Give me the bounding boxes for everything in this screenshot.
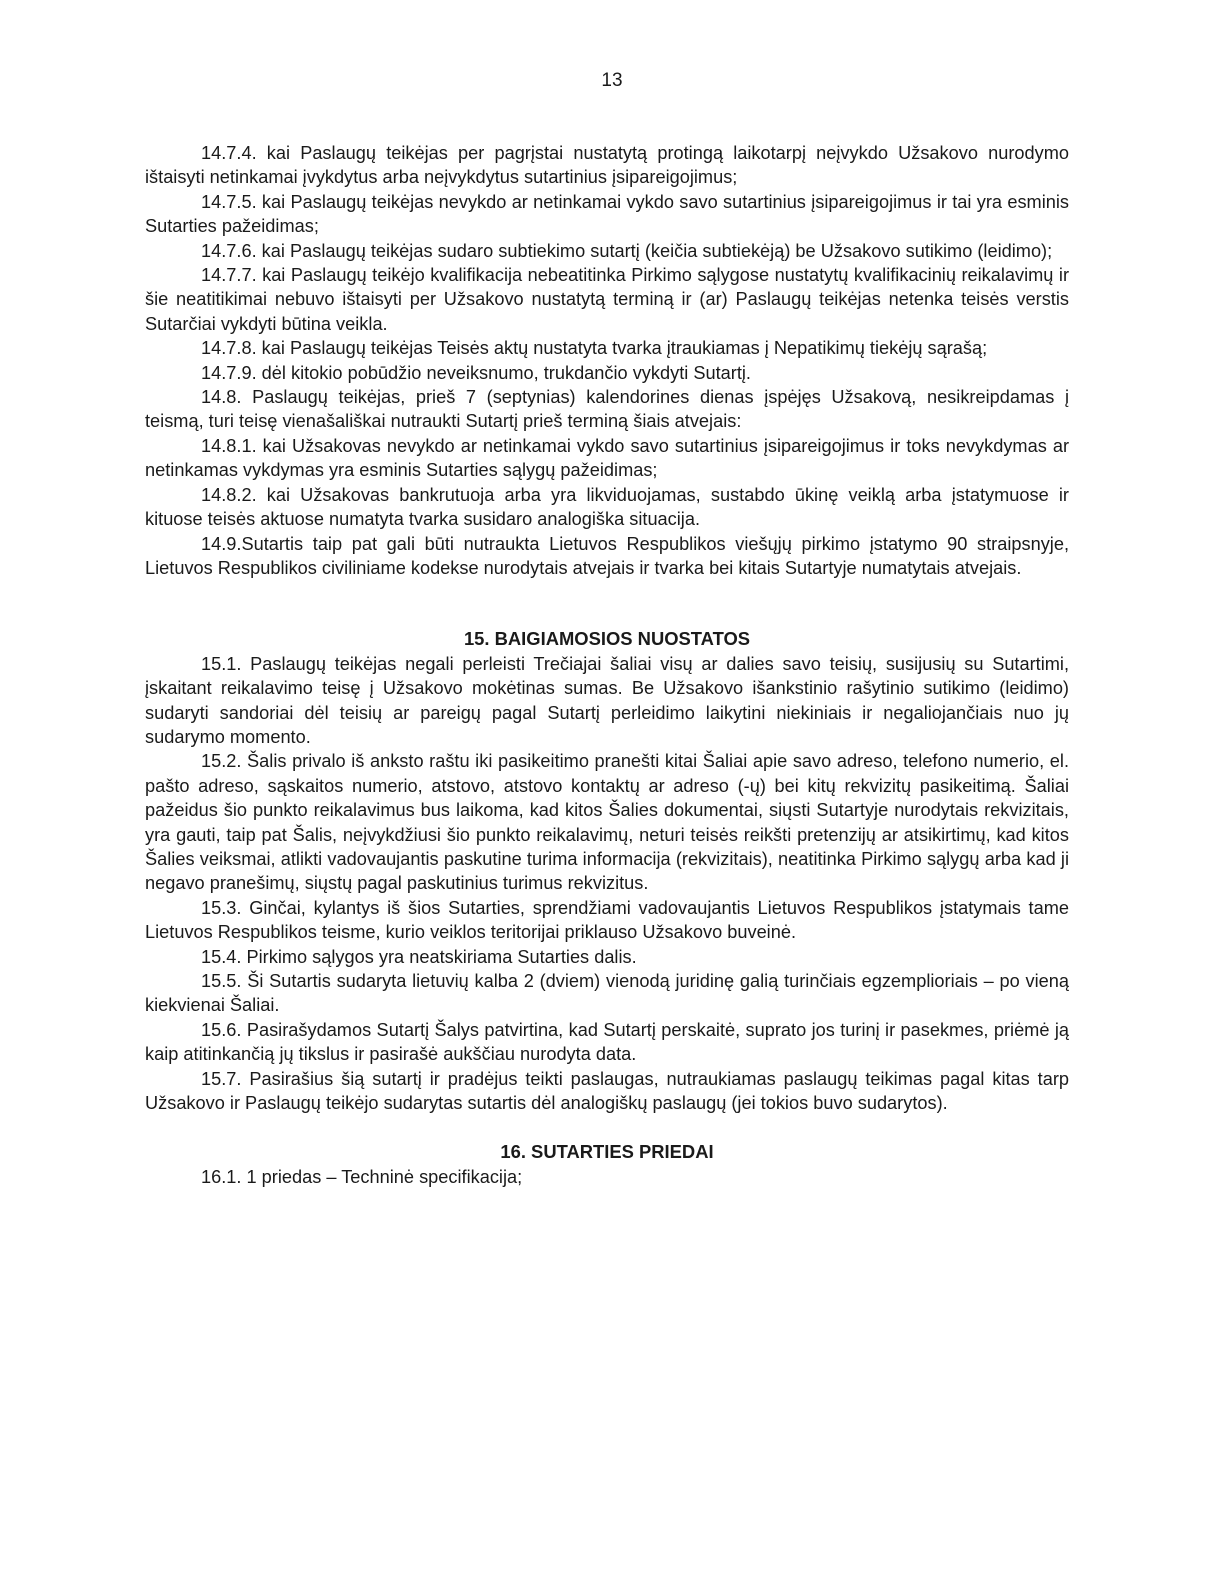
clause-15-5: 15.5. Ši Sutartis sudaryta lietuvių kalba 2 (dviem) vienodą juridinę galią turinčiais egzemplioriais – po vieną kiekvienai Šaliai. — [145, 971, 1069, 1016]
clause-16-1: 16.1. 1 priedas – Techninė specifikacija; — [201, 1166, 523, 1187]
section-16-title: 16. SUTARTIES PRIEDAI — [500, 1141, 714, 1163]
section-spacer — [145, 580, 1069, 627]
clause-15-1: 15.1. Paslaugų teikėjas negali perleisti Trečiajai šaliai visų ar dalies savo teisių, susijusių su Sutartimi, įskaitant reikalavimo teisę į Užsakovo mokėtinas sumas. Be Užsakovo išankstinio rašytinio sutikimo (leidimo) sudaryti sandoriai dėl teisių ar pareigų pagal Sutartį perleidimo laikytini niekiniais ir negaliojančiais nuo jų sudarymo momento. — [145, 653, 1069, 747]
clause-15-6: 15.6. Pasirašydamos Sutartį Šalys patvirtina, kad Sutartį perskaitė, suprato jos turinį ir pasekmes, priėmė ją kaip atitinkančią jų tikslus ir pasirašė aukščiau nurodyta data. — [145, 1019, 1069, 1065]
clause-15-2: 15.2. Šalis privalo iš anksto raštu iki pasikeitimo pranešti kitai Šaliai apie savo adreso, telefono numerio, el. pašto adreso, sąskaitos numerio, atstovo, atstovo kontaktų ar adreso (-ų) bei kitų rekvizitų pasikeitimą. Šaliai pažeidus šio punkto reikalavimus bus laikoma, kad kitos Šalies dokumentai, siųsti Sutartyje nurodytais rekvizitais, yra gauti, taip pat Šalis, neįvykdžiusi šio punkto reikalavimų, neturi teisės reikšti pretenzijų ar atsikirtimų, kad kitos Šalies veiksmai, atlikti vadovaujantis paskutine turima informacija (rekvizitais), neatitinka Pirkimo sąlygų arba kad ji negavo pranešimų, siųstų pagal paskutinius turimus rekvizitus. — [145, 751, 1069, 894]
clause-14-7-4: 14.7.4. kai Paslaugų teikėjas per pagrįstai nustatytą protingą laikotarpį neįvykdo Užsakovo nurodymo ištaisyti netinkamai įvykdytus arba neįvykdytus sutartinius įsipareigojimus; — [145, 143, 1069, 188]
clause-14-7-5: 14.7.5. kai Paslaugų teikėjas nevykdo ar netinkamai vykdo savo sutartinius įsipareigojimus ir tai yra esminis Sutarties pažeidimas; — [145, 191, 1069, 237]
section-15-title: 15. BAIGIAMOSIOS NUOSTATOS — [463, 628, 751, 650]
clause-14-7-6: 14.7.6. kai Paslaugų teikėjas sudaro subtiekimo sutartį (keičia subtiekėją) be Užsakovo sutikimo (leidimo); — [201, 240, 1053, 261]
clause-14-7-9: 14.7.9. dėl kitokio pobūdžio neveiksnumo, trukdančio vykdyti Sutartį. — [201, 362, 751, 383]
clause-14-8-2: 14.8.2. kai Užsakovas bankrutuoja arba yra likviduojamas, sustabdo ūkinę veiklą arba įstatymuose ir kituose teisės aktuose numatyta tvarka susidaro analogiška situacija. — [145, 484, 1069, 530]
clause-15-4: 15.4. Pirkimo sąlygos yra neatskiriama Sutarties dalis. — [201, 946, 637, 967]
section-spacer — [145, 1115, 1069, 1140]
clause-15-3: 15.3. Ginčai, kylantys iš šios Sutarties, sprendžiami vadovaujantis Lietuvos Respublikos įstatymais tame Lietuvos Respublikos teisme, kurio veiklos teritorijai priklauso Užsakovo buveinė. — [145, 897, 1069, 943]
clause-14-7-7: 14.7.7. kai Paslaugų teikėjo kvalifikacija nebeatitinka Pirkimo sąlygose nustatytų kvalifikacinių reikalavimų ir šie neatitikimai nebuvo ištaisyti per Užsakovo nustatytą terminą ir (ar) Paslaugų teikėjas netenka teisės verstis Sutarčiai vykdyti būtina veikla. — [145, 265, 1069, 334]
clause-14-7-8: 14.7.8. kai Paslaugų teikėjas Teisės aktų nustatyta tvarka įtraukiamas į Nepatikimų tiekėjų sąrašą; — [201, 338, 988, 359]
document-body — [145, 141, 1069, 1189]
clause-14-9: 14.9.Sutartis taip pat gali būti nutraukta Lietuvos Respublikos viešųjų pirkimo įstatymo 90 straipsnyje, Lietuvos Respublikos civiliniame kodekse nurodytais atvejais ir tvarka bei kitais Sutartyje numatytais atvejais. — [145, 533, 1069, 578]
clause-14-8-1: 14.8.1. kai Užsakovas nevykdo ar netinkamai vykdo savo sutartinius įsipareigojimus ir toks nevykdymas ar netinkamas vykdymas yra esminis Sutarties sąlygų pažeidimas; — [145, 435, 1069, 481]
clause-14-8: 14.8. Paslaugų teikėjas, prieš 7 (septynias) kalendorines dienas įspėjęs Užsakovą, nesikreipdamas į teismą, turi teisę vienašališkai nutraukti Sutartį prieš terminą šiais atvejais: — [145, 387, 1069, 432]
page-number: 13 — [601, 70, 623, 91]
clause-15-7: 15.7. Pasirašius šią sutartį ir pradėjus teikti paslaugas, nutraukiamas paslaugų teikimas pagal kitas tarp Užsakovo ir Paslaugų teikėjo sudarytas sutartis dėl analogiškų paslaugų (jei tokios buvo sudarytos). — [145, 1068, 1069, 1114]
